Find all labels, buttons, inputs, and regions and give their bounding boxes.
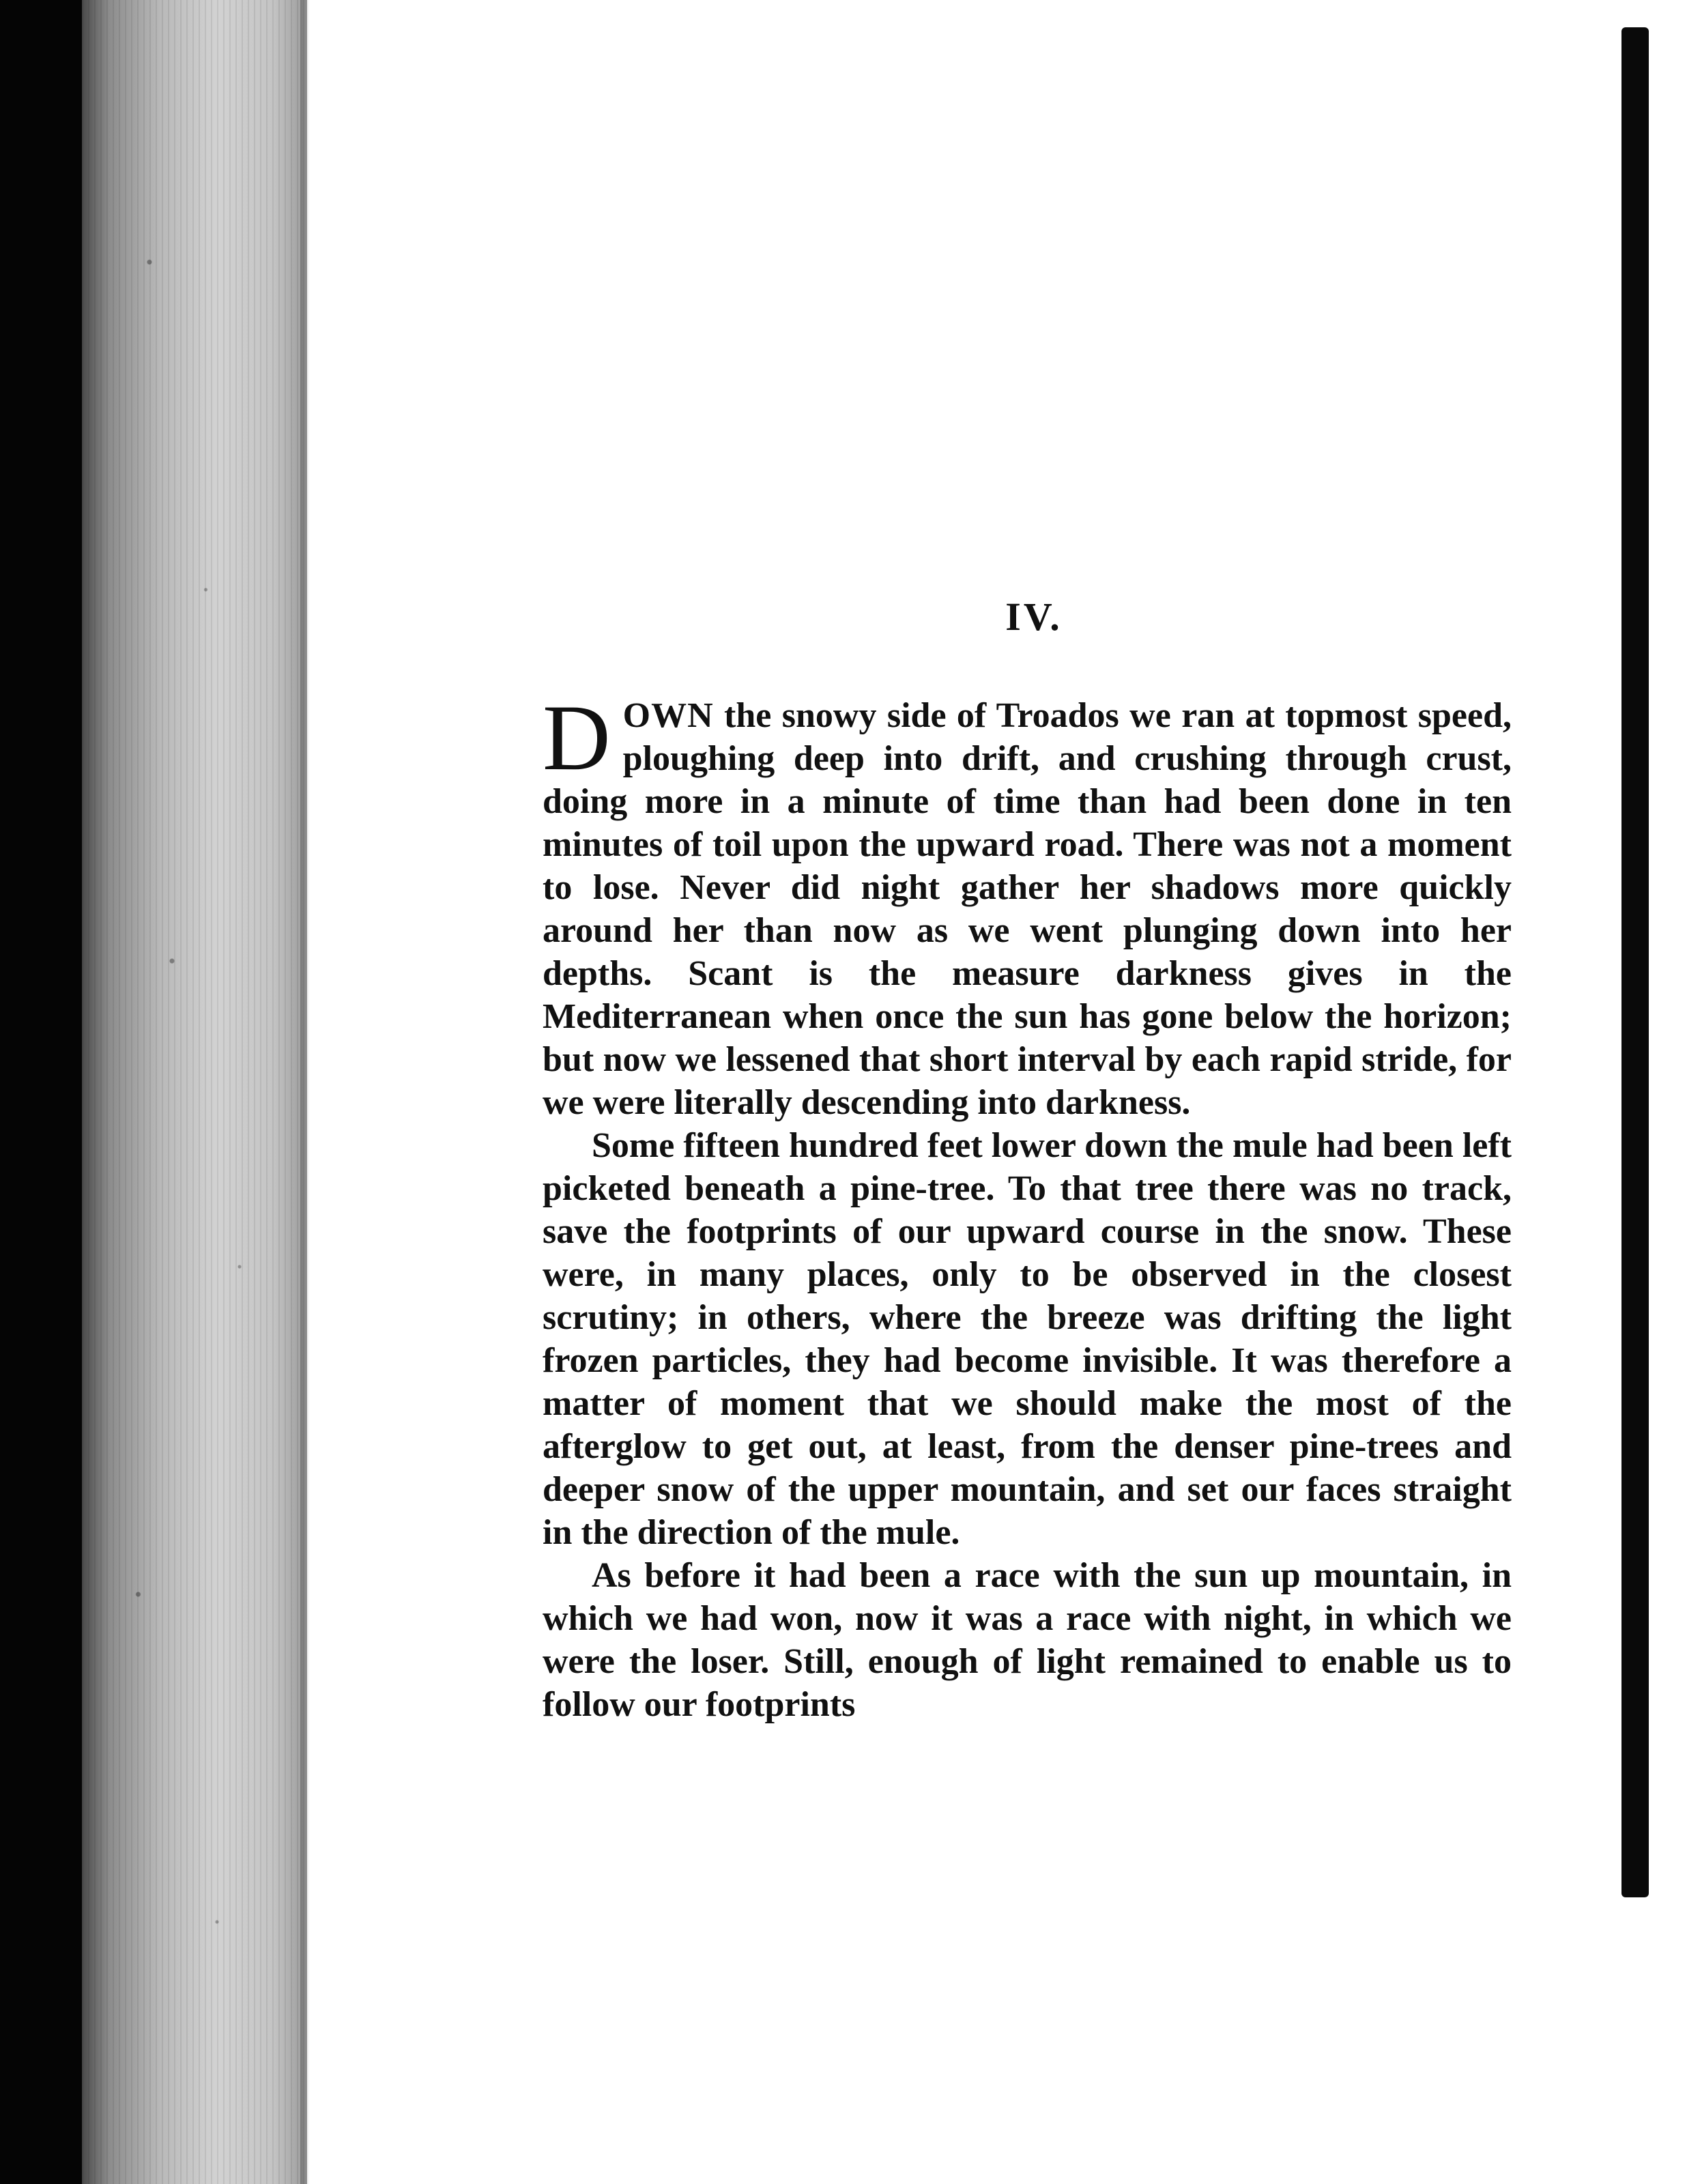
paragraph-3: As before it had been a race with the sun up mountain, in which we had won, now it was a race with night, in which we were the loser. Still, enough of light remained to enable us to follow our footprints [543,1556,1512,1724]
paragraph-2: Some fifteen hundred feet lower down the mule had been left picketed beneath a pine-tree. To that tree there was no track, save the footprints of our upward course in the snow. These were, in many places, only to be observed in the closest scrutiny; in others, where the breeze was drifting the light frozen particles, they had become invisible. It was therefore a matter of moment that we should make the most of the afterglow to get out, at least, from the denser pine-trees and deeper snow of the upper mountain, and set our faces straight in the direction of the mule. [543,1126,1512,1552]
drop-cap: D [543,685,611,790]
book-gutter [82,0,307,2184]
paragraph-1 [543,685,1512,1124]
chapter-heading: IV. [1005,594,1063,639]
scan-border-left [0,0,82,2184]
adjacent-page-edge [1621,27,1649,1897]
gutter-shadow [300,0,310,2184]
paragraph-1-text: the snowy side of Troados we ran at topmost speed, ploughing deep into drift, and crushing through crust, doing more in a minute of time than had been done in ten minutes of toil upon the upward road. There was not a moment to lose. Never did night gather her shadows more quickly around her than now as we went plunging down into her depths. Scant is the measure darkness gives in the Mediterranean when once the sun has gone below the horizon; but now we lessened that short interval by each rapid stride, for we were literally descending into darkness. [543,696,1512,1122]
opening-words: OWN [622,696,714,735]
book-page [543,594,1512,1726]
